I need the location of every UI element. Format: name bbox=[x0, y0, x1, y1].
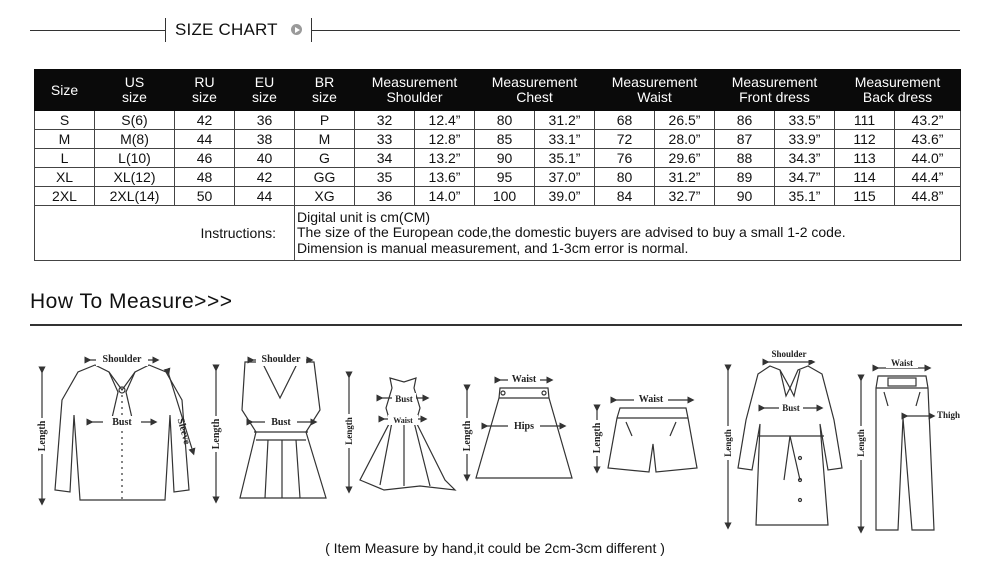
table-cell: S bbox=[35, 111, 95, 130]
table-cell: GG bbox=[295, 168, 355, 187]
instructions-label: Instructions: bbox=[35, 206, 295, 261]
table-cell: 87 bbox=[715, 130, 775, 149]
table-cell: M bbox=[35, 130, 95, 149]
table-cell: 35 bbox=[355, 168, 415, 187]
label-bust: Bust bbox=[271, 417, 291, 428]
table-cell: 34.3” bbox=[775, 149, 835, 168]
table-row bbox=[35, 149, 961, 168]
header-chest: Measurement Chest bbox=[475, 70, 595, 111]
table-cell: 35.1” bbox=[775, 187, 835, 206]
label-thigh: Thigh bbox=[937, 410, 961, 420]
table-cell: 42 bbox=[235, 168, 295, 187]
table-cell: 34 bbox=[355, 149, 415, 168]
table-row bbox=[35, 168, 961, 187]
table-cell: 38 bbox=[235, 130, 295, 149]
table-cell: 39.0” bbox=[535, 187, 595, 206]
header-rule-tick-left bbox=[165, 18, 166, 42]
table-cell: P bbox=[295, 111, 355, 130]
header-waist: Measurement Waist bbox=[595, 70, 715, 111]
pants-illustration bbox=[861, 368, 934, 530]
table-header-row bbox=[35, 70, 961, 111]
table-cell: 12.8” bbox=[415, 130, 475, 149]
table-cell: XL bbox=[35, 168, 95, 187]
table-cell: 32 bbox=[355, 111, 415, 130]
table-cell: 88 bbox=[715, 149, 775, 168]
header-eu-size: EU size bbox=[235, 70, 295, 111]
table-cell: 86 bbox=[715, 111, 775, 130]
header-front-dress: Measurement Front dress bbox=[715, 70, 835, 111]
table-cell: 28.0” bbox=[655, 130, 715, 149]
header-shoulder: Measurement Shoulder bbox=[355, 70, 475, 111]
label-waist: Waist bbox=[638, 394, 664, 405]
header-br-size: BR size bbox=[295, 70, 355, 111]
label-shoulder: Shoulder bbox=[102, 354, 142, 365]
table-cell: 40 bbox=[235, 149, 295, 168]
table-cell: 85 bbox=[475, 130, 535, 149]
table-cell: 46 bbox=[175, 149, 235, 168]
label-length: Length bbox=[856, 429, 866, 457]
dress-illustration bbox=[349, 375, 455, 490]
how-to-measure-rule bbox=[30, 324, 962, 326]
label-length: Length bbox=[211, 418, 222, 450]
table-cell: 112 bbox=[835, 130, 895, 149]
table-cell: 43.2” bbox=[895, 111, 961, 130]
table-cell: 42 bbox=[175, 111, 235, 130]
table-cell: 13.6” bbox=[415, 168, 475, 187]
table-cell: 43.6” bbox=[895, 130, 961, 149]
header-rule-left bbox=[30, 30, 165, 31]
table-cell: 33.5” bbox=[775, 111, 835, 130]
table-cell: 14.0” bbox=[415, 187, 475, 206]
table-row bbox=[35, 111, 961, 130]
table-cell: 33 bbox=[355, 130, 415, 149]
table-body bbox=[35, 111, 961, 261]
table-cell: 111 bbox=[835, 111, 895, 130]
label-sleeve: Sleeve bbox=[174, 417, 193, 446]
table-cell: 115 bbox=[835, 187, 895, 206]
table-cell: 36 bbox=[355, 187, 415, 206]
table-cell: 2XL bbox=[35, 187, 95, 206]
table-cell: XG bbox=[295, 187, 355, 206]
label-bust: Bust bbox=[112, 417, 132, 428]
vest-top-illustration bbox=[216, 360, 326, 500]
table-cell: M(8) bbox=[95, 130, 175, 149]
table-cell: 35.1” bbox=[535, 149, 595, 168]
table-cell: 44 bbox=[175, 130, 235, 149]
table-cell: 26.5” bbox=[655, 111, 715, 130]
table-cell: 90 bbox=[715, 187, 775, 206]
table-cell: 36 bbox=[235, 111, 295, 130]
table-cell: 31.2” bbox=[535, 111, 595, 130]
table-cell: XL(12) bbox=[95, 168, 175, 187]
measure-illustrations bbox=[0, 340, 990, 540]
size-chart-title: SIZE CHART bbox=[175, 20, 278, 39]
table-cell: 68 bbox=[595, 111, 655, 130]
table-cell: 95 bbox=[475, 168, 535, 187]
label-length: Length bbox=[37, 420, 48, 452]
label-length: Length bbox=[592, 422, 603, 454]
label-shoulder: Shoulder bbox=[261, 354, 301, 365]
table-cell: 80 bbox=[475, 111, 535, 130]
header-us-size: US size bbox=[95, 70, 175, 111]
header-rule-right bbox=[311, 30, 960, 31]
label-bust: Bust bbox=[395, 394, 413, 404]
instruction-line: Digital unit is cm(CM) bbox=[297, 208, 431, 225]
blouse-illustration bbox=[42, 360, 193, 502]
table-cell: 80 bbox=[595, 168, 655, 187]
table-cell: 100 bbox=[475, 187, 535, 206]
table-cell: L(10) bbox=[95, 149, 175, 168]
header-size: Size bbox=[35, 70, 95, 111]
table-row bbox=[35, 187, 961, 206]
label-waist: Waist bbox=[890, 358, 914, 368]
table-cell: 12.4” bbox=[415, 111, 475, 130]
label-shoulder: Shoulder bbox=[771, 349, 807, 359]
table-cell: 32.7” bbox=[655, 187, 715, 206]
label-length: Length bbox=[723, 429, 733, 457]
instructions-row bbox=[35, 206, 961, 261]
label-length: Length bbox=[462, 420, 473, 452]
table-cell: 2XL(14) bbox=[95, 187, 175, 206]
table-cell: M bbox=[295, 130, 355, 149]
play-icon bbox=[291, 24, 302, 35]
table-cell: 44.4” bbox=[895, 168, 961, 187]
table-cell: G bbox=[295, 149, 355, 168]
table-cell: L bbox=[35, 149, 95, 168]
table-cell: 13.2” bbox=[415, 149, 475, 168]
table-cell: 37.0” bbox=[535, 168, 595, 187]
table-cell: 90 bbox=[475, 149, 535, 168]
table-cell: 113 bbox=[835, 149, 895, 168]
table-cell: 84 bbox=[595, 187, 655, 206]
header-ru-size: RU size bbox=[175, 70, 235, 111]
table-cell: 33.1” bbox=[535, 130, 595, 149]
size-table bbox=[34, 69, 961, 261]
label-hips: Hips bbox=[513, 421, 535, 432]
footer-note: ( Item Measure by hand,it could be 2cm-3cm different ) bbox=[325, 540, 665, 556]
table-cell: 44.8” bbox=[895, 187, 961, 206]
table-cell: 48 bbox=[175, 168, 235, 187]
instruction-line: The size of the European code,the domestic buyers are advised to buy a small 1-2 code. bbox=[297, 224, 846, 241]
table-cell: 89 bbox=[715, 168, 775, 187]
label-bust: Bust bbox=[782, 403, 800, 413]
table-cell: 44 bbox=[235, 187, 295, 206]
shorts-illustration bbox=[597, 400, 697, 472]
table-cell: 29.6” bbox=[655, 149, 715, 168]
label-waist: Waist bbox=[511, 374, 537, 385]
label-waist: Waist bbox=[393, 416, 413, 425]
table-row bbox=[35, 130, 961, 149]
instructions-text bbox=[295, 206, 961, 261]
how-to-measure-title: How To Measure>>> bbox=[30, 290, 233, 313]
table-cell: 50 bbox=[175, 187, 235, 206]
table-cell: 31.2” bbox=[655, 168, 715, 187]
table-cell: 72 bbox=[595, 130, 655, 149]
table-cell: 44.0” bbox=[895, 149, 961, 168]
table-cell: S(6) bbox=[95, 111, 175, 130]
table-cell: 33.9” bbox=[775, 130, 835, 149]
label-length: Length bbox=[344, 417, 354, 445]
trench-coat-illustration bbox=[728, 362, 842, 526]
table-cell: 114 bbox=[835, 168, 895, 187]
table-cell: 76 bbox=[595, 149, 655, 168]
table-cell: 34.7” bbox=[775, 168, 835, 187]
header-back-dress: Measurement Back dress bbox=[835, 70, 961, 111]
instruction-line: Dimension is manual measurement, and 1-3cm error is normal. bbox=[297, 239, 689, 256]
